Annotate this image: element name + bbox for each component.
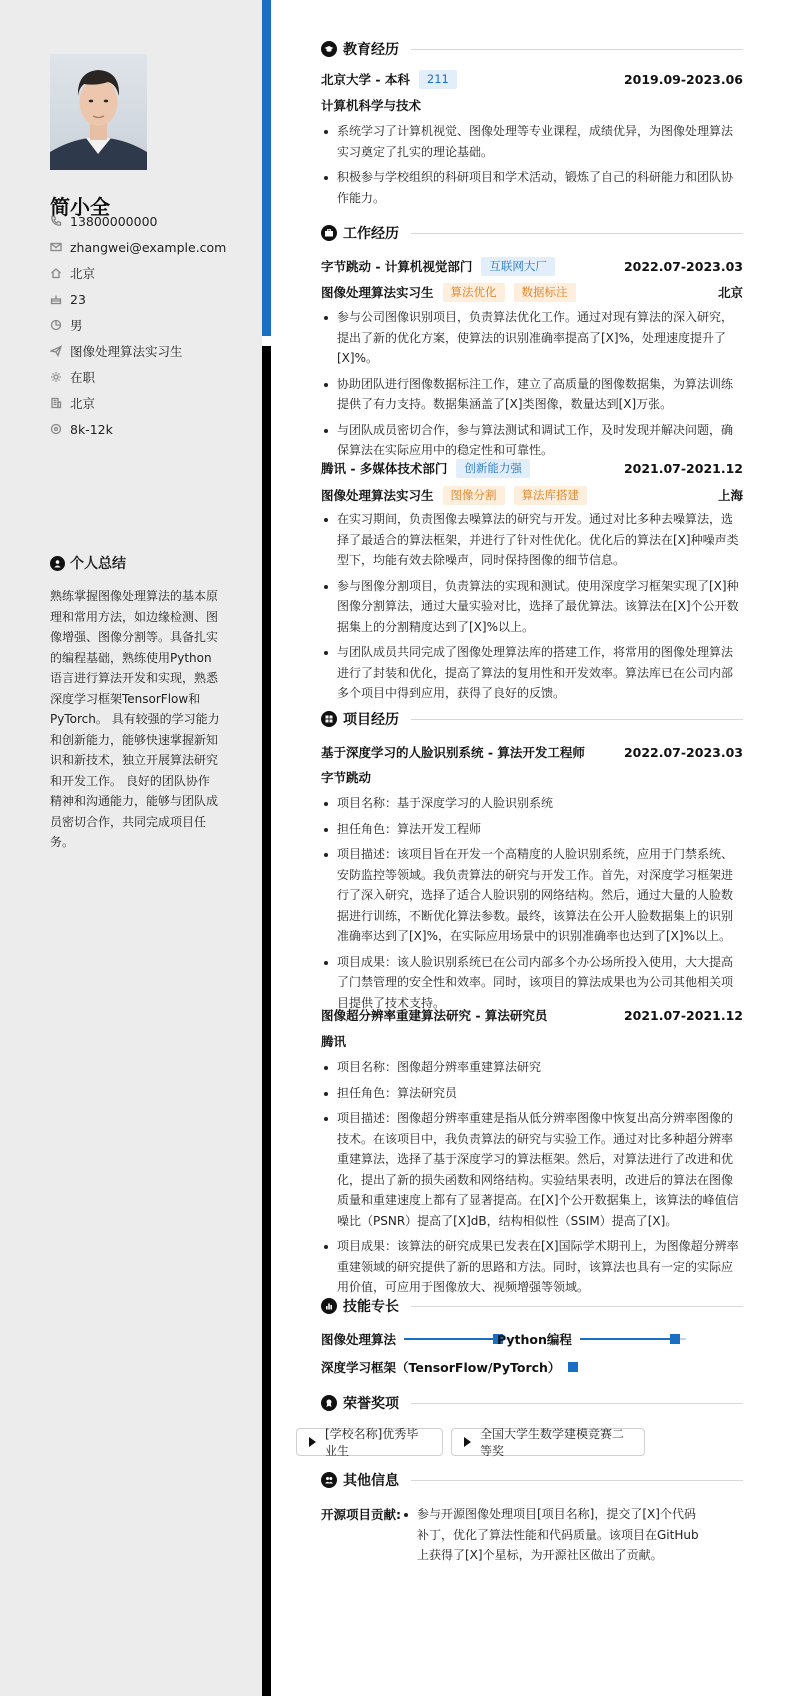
- work-city-text: 北京: [70, 396, 96, 411]
- section-education: [321, 38, 743, 60]
- project-2-header: [321, 1006, 743, 1024]
- avatar-portrait: [50, 54, 147, 170]
- school-name: 北京大学 - 本科: [321, 72, 410, 87]
- job-1-role: 图像处理算法实习生: [321, 285, 434, 300]
- cake-icon: [50, 293, 62, 305]
- job-1-tag: 数据标注: [514, 283, 576, 302]
- accent-bar-blue: [262, 0, 271, 336]
- other-label: 开源项目贡献:: [321, 1507, 401, 1522]
- list-item: 与团队成员密切合作，参与算法测试和调试工作，及时发现并解决问题，确保算法在实际应用中的稳定性和可靠性。: [321, 420, 743, 461]
- list-item: 担任角色：算法开发工程师: [321, 819, 743, 840]
- send-icon: [50, 345, 62, 357]
- list-item: 项目成果：该人脸识别系统已在公司内部多个办公场所投入使用，大大提高了门禁管理的安全性和效率。同时，该项目的算法成果也为公司其他相关项目提供了技术支持。: [321, 952, 743, 1014]
- section-divider: [411, 233, 743, 234]
- location-text: 北京: [70, 266, 96, 281]
- education-date: 2019.09-2023.06: [623, 71, 743, 87]
- home-icon: [50, 267, 62, 279]
- skill-name: 图像处理算法: [321, 1332, 397, 1347]
- list-item: 在实习期间，负责图像去噪算法的研究与开发。通过对比多种去噪算法，选择了最适合的算法框架，并进行了针对性优化。优化后的算法在[X]种噪声类型下，均能有效去除噪声，同时保持图像的细节信息。: [321, 509, 743, 571]
- gender-text: 男: [70, 318, 83, 333]
- candidate-name: 简小全: [50, 195, 110, 219]
- sidebar: [0, 0, 262, 1696]
- list-item: 协助团队进行图像数据标注工作，建立了高质量的图像数据集，为算法训练提供了有力支持。数据集涵盖了[X]类图像，数量达到[X]万张。: [321, 374, 743, 415]
- job-2-company-tag: 创新能力强: [456, 459, 530, 478]
- list-item: 项目成果：该算法的研究成果已发表在[X]国际学术期刊上，为图像超分辨率重建领域的研究提供了新的思路和方法。同时，该算法也具有一定的实际应用价值，可应用于图像放大、视频增强等领域。: [321, 1236, 743, 1298]
- list-item: 参与公司图像识别项目，负责算法优化工作。通过对现有算法的深入研究，提出了新的优化方案，使算法的识别准确率提高了[X]%，处理速度提升了[X]%。: [321, 307, 743, 369]
- school-tag: 211: [419, 70, 457, 89]
- job-1-company-tag: 互联网大厂: [481, 257, 555, 276]
- info-salary: [50, 419, 250, 439]
- project-1-company: 字节跳动: [321, 770, 372, 785]
- skill-level-marker: [568, 1362, 578, 1372]
- project-2-company-row: [321, 1032, 743, 1050]
- phone-icon: [50, 215, 62, 227]
- education-title: 教育经历: [343, 42, 399, 58]
- job-2-role: 图像处理算法实习生: [321, 488, 434, 503]
- major-row: [321, 96, 743, 114]
- accent-bar-black: [262, 346, 271, 1696]
- list-item: 系统学习了计算机视觉、图像处理等专业课程，成绩优异，为图像处理算法实习奠定了扎实的理论基础。: [321, 121, 743, 162]
- other-label-row: [321, 1505, 401, 1523]
- section-other: [321, 1469, 743, 1491]
- project-2-date: 2021.07-2021.12: [623, 1007, 743, 1023]
- bar-chart-icon: [321, 1298, 337, 1314]
- work-title: 工作经历: [343, 226, 399, 242]
- job-2-company: 腾讯 - 多媒体技术部门: [321, 461, 448, 476]
- graduation-cap-icon: [321, 41, 337, 57]
- education-bullets: [321, 121, 743, 213]
- job-1-tag: 算法优化: [443, 283, 505, 302]
- phone-text: 13800000000: [70, 213, 158, 229]
- position-text: 图像处理算法实习生: [70, 344, 183, 359]
- job-1-header: [321, 257, 743, 275]
- job-2-role-row: [321, 486, 743, 504]
- info-position: [50, 341, 250, 361]
- job-1-city: 北京: [717, 285, 743, 300]
- project-1-company-row: [321, 768, 743, 786]
- section-work: [321, 222, 743, 244]
- info-status: [50, 367, 250, 387]
- info-gender: [50, 315, 250, 335]
- job-1-company: 字节跳动 - 计算机视觉部门: [321, 259, 473, 274]
- age-text: 23: [70, 291, 86, 307]
- job-1-date: 2022.07-2023.03: [623, 258, 743, 274]
- award-badge: [296, 1428, 443, 1456]
- skill-bar-rest: [680, 1338, 686, 1340]
- briefcase-icon: [321, 225, 337, 241]
- play-icon: [309, 1437, 316, 1447]
- skill-bar: [580, 1338, 686, 1340]
- section-projects: [321, 708, 743, 730]
- info-work-city: [50, 393, 250, 413]
- job-2-city: 上海: [717, 488, 743, 503]
- section-divider: [411, 49, 743, 50]
- project-2-company: 腾讯: [321, 1034, 347, 1049]
- building-icon: [50, 397, 62, 409]
- award-badge: [451, 1428, 645, 1456]
- project-2-bullets: [321, 1057, 743, 1303]
- job-2-header: [321, 459, 743, 477]
- project-1-name: 基于深度学习的人脸识别系统 - 算法开发工程师: [321, 745, 585, 760]
- project-1-date: 2022.07-2023.03: [623, 744, 743, 760]
- info-location: [50, 263, 250, 283]
- section-divider: [411, 719, 743, 720]
- summary-heading: [50, 553, 126, 573]
- other-bullets: [401, 1504, 701, 1571]
- info-phone: [50, 211, 250, 231]
- grid-icon: [321, 711, 337, 727]
- award-text: 全国大学生数学建模竞赛二等奖: [480, 1427, 625, 1458]
- list-item: 积极参与学校组织的科研项目和学术活动，锻炼了自己的科研能力和团队协作能力。: [321, 167, 743, 208]
- people-icon: [321, 1472, 337, 1488]
- skill-name: 深度学习框架（TensorFlow/PyTorch）: [321, 1360, 561, 1375]
- section-skills: [321, 1295, 743, 1317]
- skill-dl-framework: [321, 1358, 578, 1376]
- section-divider: [411, 1480, 743, 1481]
- list-item: 项目描述：该项目旨在开发一个高精度的人脸识别系统，应用于门禁系统、安防监控等领域。我负责算法的研究与开发工作。首先，对深度学习框架进行了深入研究，选择了适合人脸识别的网络结构。然后，通过大量的人脸数据进行训练，不断优化算法参数。最终，该算法在公开人脸数据集上的识别准确率达到了[X]%，在实际应用场景中的识别准确率也达到了[X]%以上。: [321, 844, 743, 947]
- coin-icon: [50, 423, 62, 435]
- list-item: 项目名称：图像超分辨率重建算法研究: [321, 1057, 743, 1078]
- gear-icon: [50, 371, 62, 383]
- list-item: 担任角色：算法研究员: [321, 1083, 743, 1104]
- status-text: 在职: [70, 370, 96, 385]
- info-age: [50, 289, 250, 309]
- project-1-bullets: [321, 793, 743, 1018]
- job-2-date: 2021.07-2021.12: [623, 460, 743, 476]
- mail-icon: [50, 241, 62, 253]
- job-1-role-row: [321, 283, 743, 301]
- avatar: [50, 54, 147, 170]
- major: 计算机科学与技术: [321, 98, 422, 113]
- list-item: 项目名称：基于深度学习的人脸识别系统: [321, 793, 743, 814]
- skills-title: 技能专长: [343, 1299, 399, 1315]
- section-divider: [411, 1403, 743, 1404]
- awards-title: 荣誉奖项: [343, 1396, 399, 1412]
- project-2-name: 图像超分辨率重建算法研究 - 算法研究员: [321, 1008, 548, 1023]
- skill-python: [497, 1330, 686, 1348]
- skill-level-marker: [670, 1334, 680, 1344]
- gender-icon: [50, 319, 62, 331]
- info-email: [50, 237, 250, 257]
- job-2-bullets: [321, 509, 743, 709]
- award-text: [学校名称]优秀毕业生: [325, 1427, 419, 1458]
- list-item: 参与开源图像处理项目[项目名称]，提交了[X]个代码补丁，优化了算法性能和代码质量。该项目在GitHub上获得了[X]个星标，为开源社区做出了贡献。: [401, 1504, 701, 1566]
- summary-title: 个人总结: [70, 556, 126, 572]
- main-content: [271, 0, 794, 1696]
- section-awards: [321, 1392, 743, 1414]
- project-1-header: [321, 743, 743, 761]
- summary-text: 熟练掌握图像处理算法的基本原理和常用方法，如边缘检测、图像增强、图像分割等。具备扎实的编程基础，熟练使用Python语言进行算法开发和实现，熟悉深度学习框架TensorFlow和PyTorch。 具有较强的学习能力和创新能力，能够快速掌握新知识和新技术，独立开展算法研究和开发工作。 良好的团队协作精神和沟通能力，能够与团队成员密切合作，共同完成项目任务。: [50, 589, 220, 849]
- play-icon: [464, 1437, 471, 1447]
- job-2-tag: 算法库搭建: [514, 486, 588, 505]
- skill-image-processing: [321, 1330, 514, 1348]
- email-text: zhangwei@example.com: [70, 239, 227, 255]
- job-2-tag: 图像分割: [443, 486, 505, 505]
- list-item: 与团队成员共同完成了图像处理算法库的搭建工作，将常用的图像处理算法进行了封装和优化，提高了算法的复用性和开发效率。算法库已在公司内部多个项目中得到应用，获得了良好的反馈。: [321, 642, 743, 704]
- list-item: 项目描述：图像超分辨率重建是指从低分辨率图像中恢复出高分辨率图像的技术。在该项目中，我负责算法的研究与实验工作。通过对比多种超分辨率重建算法，选择了基于深度学习的算法框架。然后，对算法进行了改进和优化，提出了新的损失函数和网络结构。实验结果表明，改进后的算法在图像质量和重建速度上都有了显著提高。在[X]个公开数据集上，该算法的峰值信噪比（PSNR）提高了[X]dB，结构相似性（SSIM）提高了[X]。: [321, 1108, 743, 1231]
- award-icon: [321, 1395, 337, 1411]
- projects-title: 项目经历: [343, 712, 399, 728]
- salary-text: 8k-12k: [70, 421, 113, 437]
- job-1-bullets: [321, 307, 743, 466]
- list-item: 参与图像分割项目，负责算法的实现和测试。使用深度学习框架实现了[X]种图像分割算法，通过大量实验对比，选择了最优算法。该算法在[X]个公开数据集上的分割精度达到了[X]%以上。: [321, 576, 743, 638]
- user-icon: [50, 556, 65, 571]
- skill-bar: [568, 1366, 578, 1368]
- education-header: [321, 70, 743, 88]
- skill-name: Python编程: [497, 1332, 572, 1347]
- section-divider: [411, 1306, 743, 1307]
- other-title: 其他信息: [343, 1473, 399, 1489]
